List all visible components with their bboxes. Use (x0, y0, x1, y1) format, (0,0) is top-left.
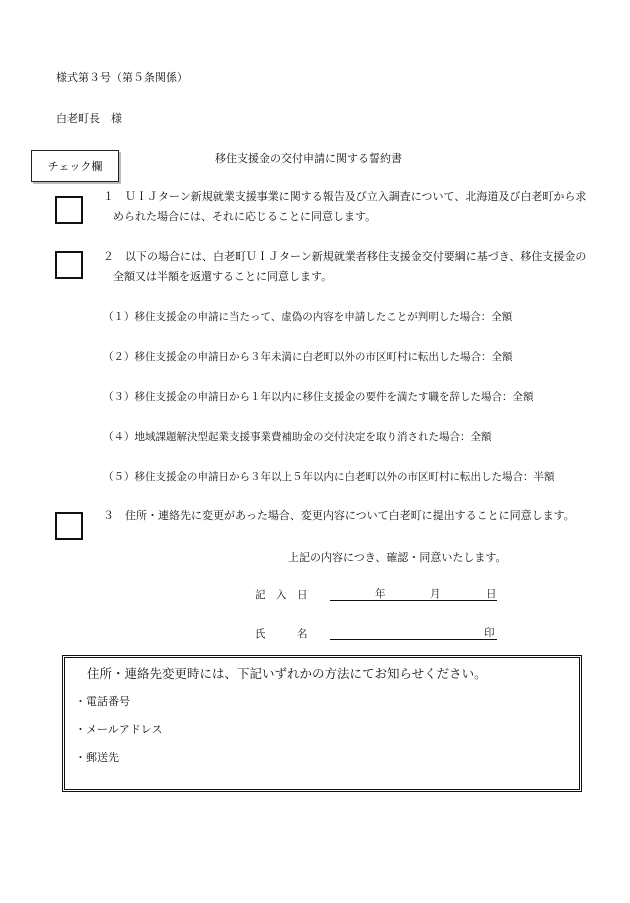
notice-title: 住所・連絡先変更時には、下記いずれかの方法にてお知らせください。 (87, 666, 487, 681)
entry-date-month: 月 (430, 588, 441, 600)
addressee: 白老町長 様 (56, 112, 122, 125)
notice-method-email: ・メールアドレス (75, 723, 163, 736)
confirmation-text: 上記の内容につき、確認・同意いたします。 (288, 551, 507, 564)
item-2-text: ２ 以下の場合には、白老町ＵＩＪターン新規就業者移住支援金交付要綱に基づき、移住支援金の全額又は半額を返還することに同意します。 (103, 250, 587, 283)
contact-change-notice (62, 655, 582, 792)
item-3-checkbox[interactable] (55, 512, 83, 540)
entry-date-year: 年 (375, 588, 386, 600)
notice-method-mail: ・郵送先 (75, 751, 119, 764)
notice-method-phone: ・電話番号 (75, 695, 130, 708)
entry-date-field[interactable] (330, 586, 497, 601)
condition-3: （３）移住支援金の申請日から１年以内に移住支援金の要件を満たす職を辞した場合：全額 (103, 391, 534, 403)
condition-2: （２）移住支援金の申請日から３年未満に白老町以外の市区町村に転出した場合：全額 (103, 351, 513, 363)
entry-date-day: 日 (486, 588, 497, 600)
condition-1: （１）移住支援金の申請に当たって、虚偽の内容を申請したことが判明した場合：全額 (103, 311, 513, 323)
item-1-text: １ ＵＩＪターン新規就業支援事業に関する報告及び立入調査について、北海道及び白老町から求められた場合には、それに応じることに同意します。 (103, 190, 587, 223)
check-column-label: チェック欄 (31, 150, 119, 182)
entry-date-label: 記 入 日 (255, 589, 308, 601)
seal-mark: 印 (484, 627, 495, 639)
item-3-text: ３ 住所・連絡先に変更があった場合、変更内容について白老町に提出することに同意します。 (103, 509, 575, 522)
condition-5: （５）移住支援金の申請日から３年以上５年以内に白老町以外の市区町村に転出した場合：半額 (103, 471, 555, 483)
name-field[interactable] (330, 625, 497, 640)
condition-4: （４）地域課題解決型起業支援事業費補助金の交付決定を取り消された場合：全額 (103, 431, 492, 443)
document-title: 移住支援金の交付申請に関する誓約書 (215, 152, 402, 165)
form-number: 様式第３号（第５条関係） (56, 71, 188, 84)
item-2-checkbox[interactable] (55, 251, 83, 279)
item-1-checkbox[interactable] (55, 196, 83, 224)
name-label: 氏 名 (255, 628, 308, 640)
